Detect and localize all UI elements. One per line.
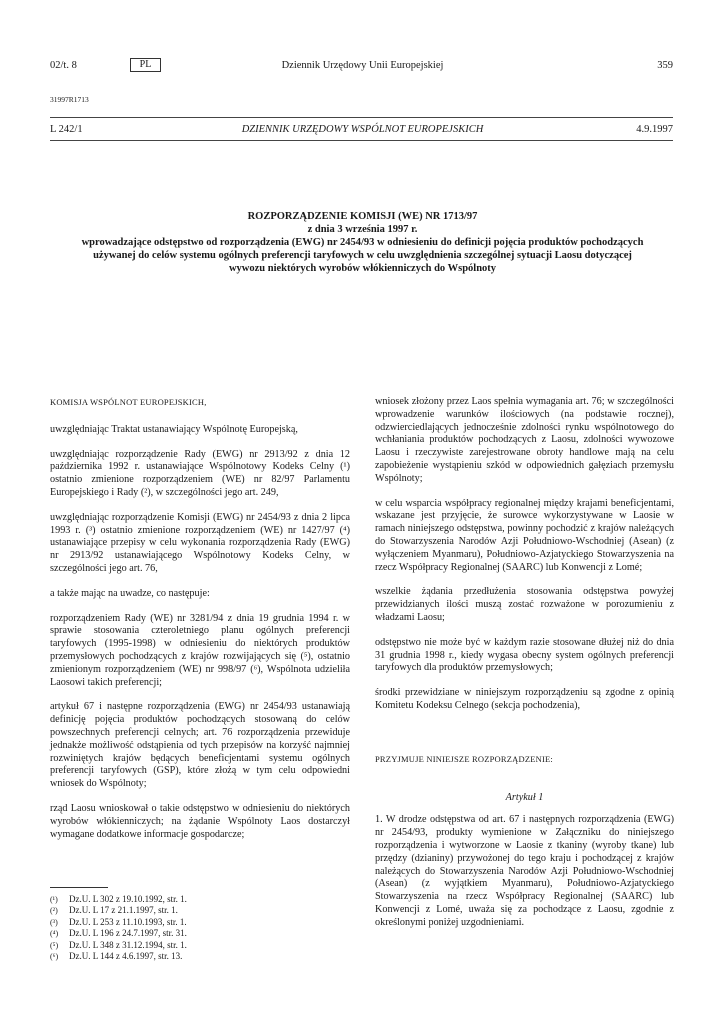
regulation-date: z dnia 3 września 1997 r. xyxy=(307,224,418,235)
oj-journal-title: DZIENNIK URZĘDOWY WSPÓLNOT EUROPEJSKICH xyxy=(241,124,484,135)
divider xyxy=(50,117,673,118)
journal-title: Dziennik Urzędowy Unii Europejskiej xyxy=(281,60,444,71)
whereas-1: rozporządzeniem Rady (WE) nr 3281/94 z dnia 19 grudnia 1994 r. w sprawie stosowania czteroletniego planu ogólnych preferencji taryfowych (1995-1998) w odniesieniu do niektórych produktów przemysłowych pochodzących z krajów rozwijających się (⁵), ostatnio zmienionym rozporządzeniem (WE) nr 998/97 (⁶), Wspólnota udzieliła Laosowi takich preferencji; xyxy=(50,612,350,688)
whereas-6: wszelkie żądania przedłużenia stosowania odstępstwa powyżej przewidzianych ilości muszą zostać rozważone w porozumieniu z władzami Laosu; xyxy=(375,586,674,623)
whereas-4: wniosek złożony przez Laos spełnia wymagania art. 76; w szczególności wprowadzenie warunków ilościowych (na podstawie rocznej), odzwierciedlających jednocześnie zdolności rynku wspólnotowego do wchłaniania produktów pochodzących z Laosu, zdolności wywozowe Laosu i rzeczywiste zarejestrowane obroty handlowe mają na celu zapobieżenie wystąpieniu szkód w odpowiednich gałęziach przemysłu Wspólnoty; xyxy=(375,396,674,484)
whereas-intro: a także mając na uwadze, co następuje: xyxy=(50,587,210,599)
footnotes xyxy=(50,894,350,962)
volume-number: 02/t. 8 xyxy=(50,60,77,71)
oj-reference: L 242/1 xyxy=(50,124,83,135)
footnote-divider xyxy=(50,887,108,888)
issuer: KOMISJA WSPÓLNOT EUROPEJSKICH, xyxy=(50,397,207,407)
footnote: (⁶) Dz.U. L 144 z 4.6.1997, str. 13. xyxy=(50,951,183,962)
recital-implementing-regulation: uwzględniając rozporządzenie Komisji (EWG) nr 2454/93 z dnia 2 lipca 1993 r. (³) ostatnio zmienione rozporządzeniem (WE) nr 1427/97 (⁴) ustanawiające przepisy w celu wykonania rozporządzenia Rady (EWG) nr 2913/92 ustanawiającego Wspólnotowy Kodeks Celny, w szczególności jego art. 76, xyxy=(50,511,350,574)
whereas-2: artykuł 67 i następne rozporządzenia (EWG) nr 2454/93 ustanawiają definicję pojęcia produktów pochodzących stosowaną do celów powszechnych preferencji celnych; art. 76 rozporządzenia przewiduje jednakże możliwość odstąpienia od tych przepisów na korzyść najmniej rozwiniętych krajów będących beneficjentami systemu ogólnych preferencji taryfowych (GSP), które złożą w tym celu odpowiedni wniosek do Wspólnoty; xyxy=(50,701,350,790)
article-1-paragraph-1: 1. W drodze odstępstwa od art. 67 i następnych rozporządzenia (EWG) nr 2454/93, produkty wymienione w Załączniku do niniejszego rozporządzenia i wytworzone w Laosie z tkaniny (wyroby tkane) lub przędzy (dzianiny) przywożonej do tego kraju i pochodzącej z krajów należących do Stowarzyszenia Narodów Azji Południowo-Wschodniej (Asean) (z wyjątkiem Myanmaru), Południowo-Azjatyckiego Stowarzyszenia na rzecz Współpracy Regionalnej (SAARC) lub Konwencji z Lomé, uważa się za pochodzące z Laosu, zgodnie z określonymi poniżej uzgodnieniami. xyxy=(375,814,674,928)
whereas-5: w celu wsparcia współpracy regionalnej między krajami beneficjentami, wskazane jest przyjęcie, że surowce wykorzystywane w Laosie w ramach niniejszego odstępstwa, powinny pochodzić z krajów należących do Stowarzyszenia Narodów Azji Południowo-Wschodniej (Asean) (z wyłączeniem Myanmaru), Południowo-Azjatyckiego Stowarzyszenia na rzecz Współpracy Regionalnej (SAARC) lub Konwencji z Lomé; xyxy=(375,497,674,573)
regulation-title xyxy=(80,210,645,275)
whereas-3: rząd Laosu wnioskował o takie odstępstwo w odniesieniu do niektórych wyrobów włókienniczych; na żądanie Wspólnoty Laos dostarczył wymagane dodatkowe informacje gospodarcze; xyxy=(50,802,350,840)
footnote: (⁵) Dz.U. L 348 z 31.12.1994, str. 1. xyxy=(50,939,187,950)
recital-treaty: uwzględniając Traktat ustanawiający Wspólnotę Europejską, xyxy=(50,423,298,435)
oj-date: 4.9.1997 xyxy=(636,124,673,135)
article-heading: Artykuł 1 xyxy=(505,791,544,803)
footnote: (¹) Dz.U. L 302 z 19.10.1992, str. 1. xyxy=(50,894,187,904)
footnote: (⁴) Dz.U. L 196 z 24.7.1997, str. 31. xyxy=(50,928,187,939)
recital-customs-code: uwzględniając rozporządzenie Rady (EWG) nr 2913/92 z dnia 12 października 1992 r. ustanawiające Wspólnotowy Kodeks Celny (¹) ostatnio zmienione rozporządzeniem (WE) nr 82/97 Parlamentu Europejskiego i Rady (²), w szczególności jego art. 249, xyxy=(50,448,350,498)
footnote: (³) Dz.U. L 253 z 11.10.1993, str. 1. xyxy=(50,916,187,927)
enacting-formula: PRZYJMUJE NINIEJSZE ROZPORZĄDZENIE: xyxy=(375,753,553,764)
divider xyxy=(50,140,673,141)
footnote: (²) Dz.U. L 17 z 21.1.1997, str. 1. xyxy=(50,905,178,916)
whereas-8: środki przewidziane w niniejszym rozporządzeniu są zgodne z opinią Komitetu Kodeksu Celnego (sekcja pochodzenia), xyxy=(375,687,674,711)
celex-number: 31997R1713 xyxy=(50,95,89,104)
regulation-number: ROZPORZĄDZENIE KOMISJI (WE) NR 1713/97 xyxy=(247,211,478,222)
page-number: 359 xyxy=(657,60,673,71)
whereas-7: odstępstwo nie może być w każdym razie stosowane dłużej niż do dnia 31 grudnia 1998 r., kiedy wygasa obecny system ogólnych preferencji taryfowych dla produktów przemysłowych; xyxy=(375,636,674,674)
right-column xyxy=(375,396,674,942)
left-column xyxy=(50,396,350,853)
language-badge: PL xyxy=(130,58,161,72)
regulation-subject: wprowadzające odstępstwo od rozporządzenia (EWG) nr 2454/93 w odniesieniu do definicji pojęcia produktów pochodzących używanej do celów systemu ogólnych preferencji taryfowych w celu uwzględnienia szczególnej sytuacji Laosu dotyczącej wywozu niektórych wyrobów włókienniczych do Wspólnoty xyxy=(81,237,644,274)
